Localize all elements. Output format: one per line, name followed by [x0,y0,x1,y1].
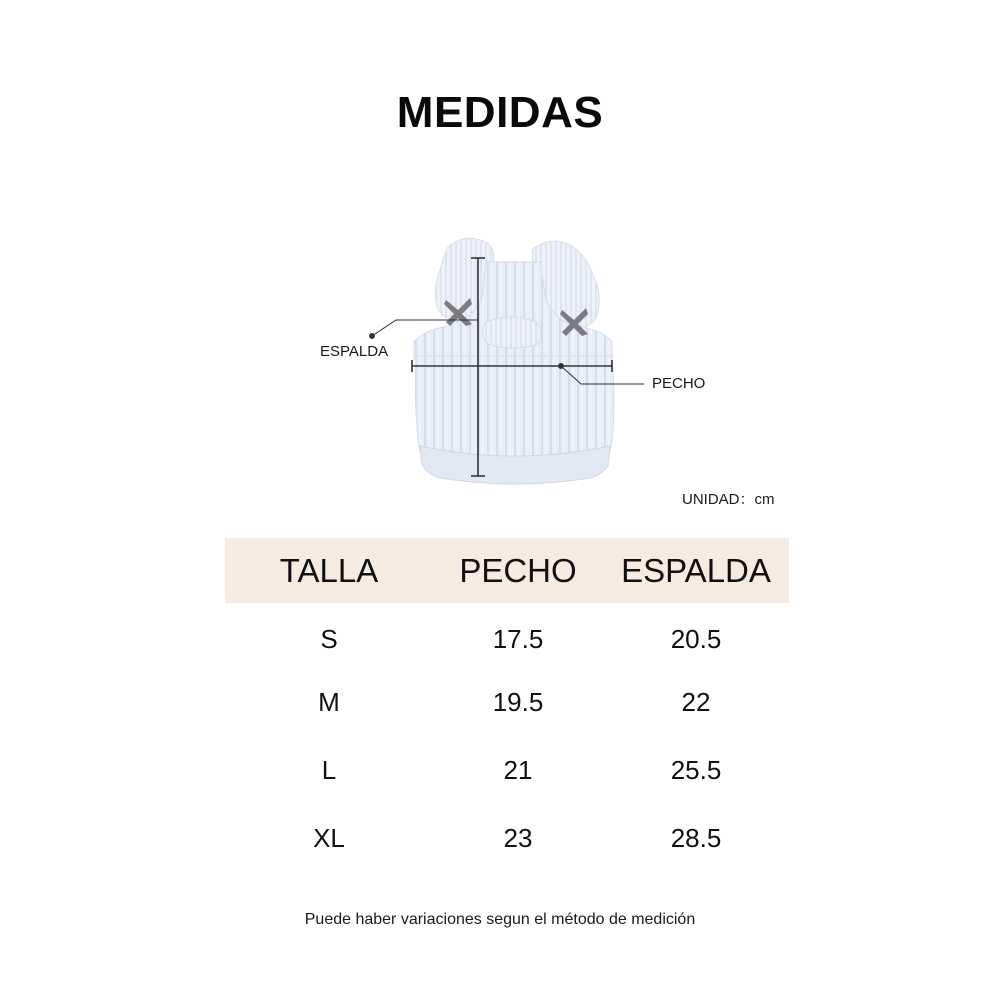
cell-back: 25.5 [670,754,722,785]
chest-label: PECHO [652,375,706,392]
cell-chest: 23 [503,822,533,853]
table-row [225,668,789,736]
table-header-row [225,538,789,603]
unit-label: UNIDAD：cm [682,491,775,508]
header-size: TALLA [225,538,433,603]
cell-chest: 17.5 [492,624,544,654]
page-title: MEDIDAS [396,88,604,137]
size-table [225,538,789,872]
cell-back: 20.5 [670,624,722,654]
table-row [225,603,789,668]
cell-back: 22 [681,686,711,717]
cell-back: 28.5 [670,822,722,853]
table-row [225,804,789,872]
cell-chest: 21 [503,754,533,785]
back-label: ESPALDA [320,343,389,360]
cell-chest: 19.5 [492,686,544,717]
header-back: ESPALDA [603,538,789,603]
cell-size: M [318,686,340,717]
table-row [225,736,789,804]
cell-size: S [320,624,338,654]
measurement-note: Puede haber variaciones segun el método de medición [304,911,696,928]
bust-ruffle [482,317,541,348]
cell-size: XL [313,822,345,853]
cell-size: L [321,754,337,785]
header-chest: PECHO [433,538,603,603]
